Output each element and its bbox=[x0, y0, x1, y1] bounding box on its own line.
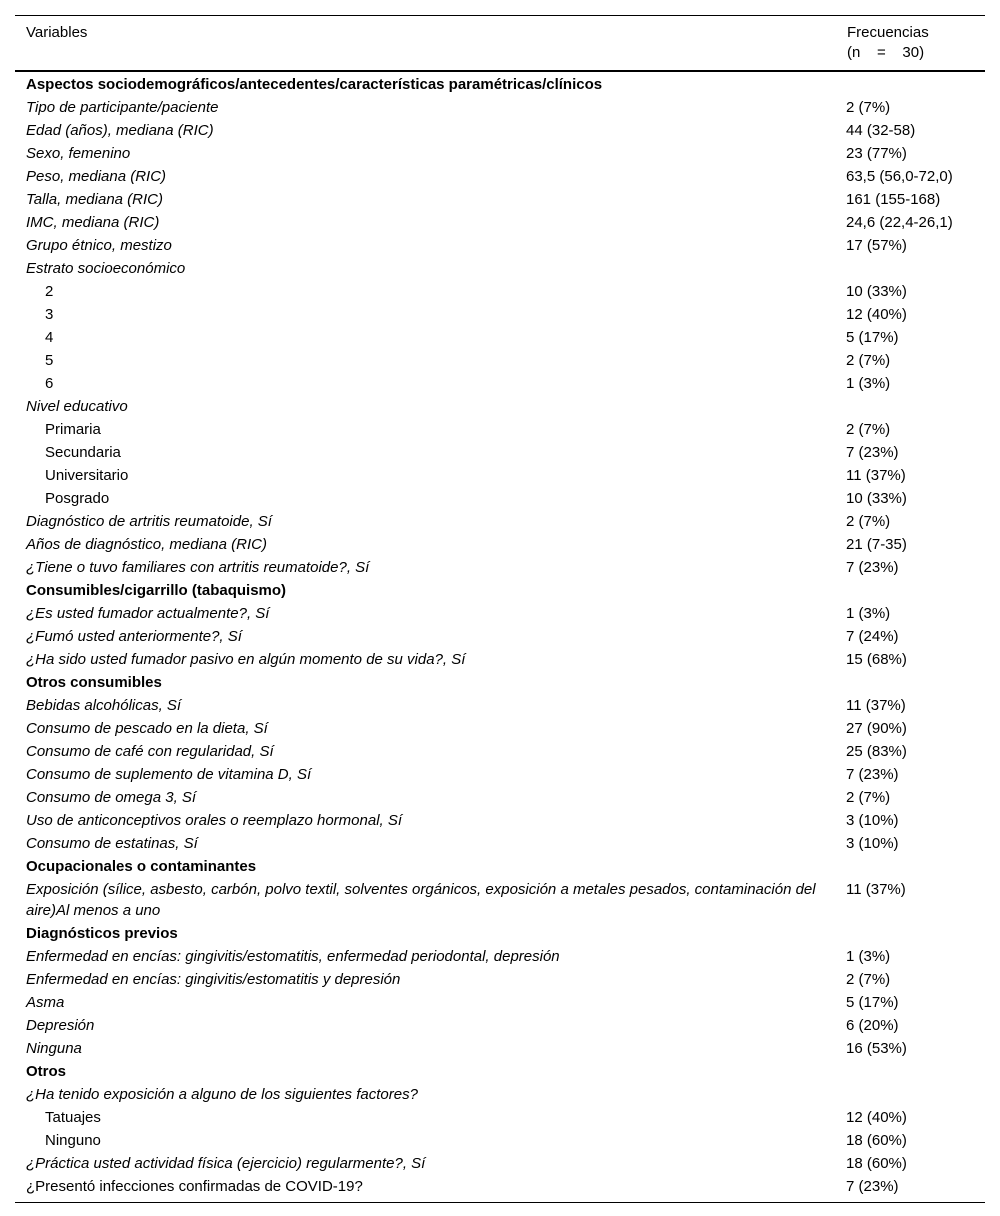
table-body bbox=[15, 71, 985, 1203]
variable-label: Ninguno bbox=[45, 1132, 101, 1149]
header-row bbox=[15, 16, 985, 72]
variable-label: 2 bbox=[45, 283, 54, 300]
variable-label: Consumo de omega 3, Sí bbox=[26, 789, 197, 806]
table-row bbox=[15, 510, 985, 533]
frequency-value: 2 (7%) bbox=[846, 421, 891, 438]
section-header-row bbox=[15, 922, 985, 945]
frequency-value: 3 (10%) bbox=[846, 835, 899, 852]
section-title: Otros bbox=[26, 1063, 67, 1080]
frequency-value: 2 (7%) bbox=[846, 513, 891, 530]
frequency-value: 23 (77%) bbox=[846, 145, 907, 162]
frequency-value bbox=[836, 1060, 985, 1083]
variable-label: ¿Presentó infecciones confirmadas de COVID-19? bbox=[15, 1175, 836, 1203]
table-subrow bbox=[15, 1106, 985, 1129]
section-header-row bbox=[15, 1060, 985, 1083]
variable-label: Exposición (sílice, asbesto, carbón, polvo textil, solventes orgánicos, exposición a metales pesados, contaminación del aire)Al menos a uno bbox=[26, 881, 816, 919]
variable-label: Ninguna bbox=[26, 1040, 82, 1057]
frequency-value: 10 (33%) bbox=[846, 283, 907, 300]
variable-label: Peso, mediana (RIC) bbox=[26, 168, 167, 185]
frequency-value: 18 (60%) bbox=[846, 1132, 907, 1149]
frequency-value: 24,6 (22,4-26,1) bbox=[846, 214, 953, 231]
section-title: Consumibles/cigarrillo (tabaquismo) bbox=[26, 582, 287, 599]
frequency-value bbox=[836, 395, 985, 418]
variable-label: Universitario bbox=[45, 467, 129, 484]
variable-label: ¿Tiene o tuvo familiares con artritis reumatoide?, Sí bbox=[26, 559, 370, 576]
frequency-value: 12 (40%) bbox=[846, 306, 907, 323]
table-row bbox=[15, 1037, 985, 1060]
frequency-value: 63,5 (56,0-72,0) bbox=[846, 168, 953, 185]
frequency-value: 2 (7%) bbox=[846, 352, 891, 369]
frequency-table-container bbox=[15, 15, 985, 1203]
frequency-value: 5 (17%) bbox=[846, 329, 899, 346]
frequency-value: 11 (37%) bbox=[846, 697, 906, 714]
table-row bbox=[15, 968, 985, 991]
frequency-value: 1 (3%) bbox=[846, 605, 891, 622]
variable-label: Secundaria bbox=[45, 444, 121, 461]
section-header-row bbox=[15, 855, 985, 878]
table-subrow bbox=[15, 372, 985, 395]
frequency-table bbox=[15, 15, 985, 1203]
variable-label: 4 bbox=[45, 329, 54, 346]
table-subrow bbox=[15, 418, 985, 441]
table-row bbox=[15, 832, 985, 855]
variable-label: Posgrado bbox=[45, 490, 110, 507]
table-row bbox=[15, 1175, 985, 1203]
table-row bbox=[15, 188, 985, 211]
frequency-value: 7 (24%) bbox=[846, 628, 899, 645]
table-header bbox=[15, 16, 985, 72]
frequency-value: 7 (23%) bbox=[846, 559, 899, 576]
section-title: Otros consumibles bbox=[26, 674, 162, 691]
table-row bbox=[15, 1152, 985, 1175]
section-title: Diagnósticos previos bbox=[26, 925, 178, 942]
variable-label: Consumo de suplemento de vitamina D, Sí bbox=[26, 766, 312, 783]
frequency-value: 7 (23%) bbox=[846, 444, 899, 461]
frequency-value: 7 (23%) bbox=[846, 766, 899, 783]
table-row bbox=[15, 165, 985, 188]
variable-label: Bebidas alcohólicas, Sí bbox=[26, 697, 182, 714]
table-row bbox=[15, 1014, 985, 1037]
section-header-row bbox=[15, 579, 985, 602]
variable-label: Talla, mediana (RIC) bbox=[26, 191, 163, 208]
frequency-value: 11 (37%) bbox=[846, 467, 906, 484]
table-row bbox=[15, 991, 985, 1014]
variable-label: ¿Práctica usted actividad física (ejercicio) regularmente?, Sí bbox=[26, 1155, 426, 1172]
frequency-value bbox=[836, 1083, 985, 1106]
frequency-value: 7 (23%) bbox=[836, 1175, 985, 1203]
frequency-value: 44 (32-58) bbox=[846, 122, 916, 139]
frequency-value bbox=[836, 671, 985, 694]
header-sample-size: (n = 30) bbox=[847, 44, 925, 61]
variable-label: Diagnóstico de artritis reumatoide, Sí bbox=[26, 513, 272, 530]
frequency-value: 5 (17%) bbox=[846, 994, 899, 1011]
frequency-value: 10 (33%) bbox=[846, 490, 907, 507]
section-title: Ocupacionales o contaminantes bbox=[26, 858, 257, 875]
variable-label: ¿Es usted fumador actualmente?, Sí bbox=[26, 605, 270, 622]
table-row bbox=[15, 945, 985, 968]
variable-label: ¿Ha sido usted fumador pasivo en algún momento de su vida?, Sí bbox=[26, 651, 466, 668]
variable-label: Consumo de estatinas, Sí bbox=[26, 835, 198, 852]
frequency-value: 2 (7%) bbox=[846, 971, 891, 988]
frequency-value: 161 (155-168) bbox=[846, 191, 941, 208]
section-header-row bbox=[15, 671, 985, 694]
section-title: Aspectos sociodemográficos/antecedentes/características paramétricas/clínicos bbox=[26, 76, 603, 93]
variable-label: Tatuajes bbox=[45, 1109, 101, 1126]
frequency-value bbox=[836, 71, 985, 96]
frequency-value bbox=[836, 257, 985, 280]
table-row bbox=[15, 648, 985, 671]
table-row bbox=[15, 786, 985, 809]
variable-label: Depresión bbox=[26, 1017, 95, 1034]
table-row bbox=[15, 740, 985, 763]
table-row bbox=[15, 533, 985, 556]
frequency-value: 15 (68%) bbox=[846, 651, 907, 668]
variable-label: Primaria bbox=[45, 421, 101, 438]
frequency-value: 2 (7%) bbox=[846, 99, 891, 116]
table-subrow bbox=[15, 1129, 985, 1152]
table-row bbox=[15, 142, 985, 165]
table-row bbox=[15, 602, 985, 625]
table-row bbox=[15, 694, 985, 717]
frequency-value bbox=[836, 579, 985, 602]
frequency-value: 6 (20%) bbox=[846, 1017, 899, 1034]
frequency-value: 16 (53%) bbox=[846, 1040, 907, 1057]
variable-label: ¿Ha tenido exposición a alguno de los siguientes factores? bbox=[26, 1086, 418, 1103]
table-subrow bbox=[15, 464, 985, 487]
section-header-row bbox=[15, 71, 985, 96]
variable-label: Enfermedad en encías: gingivitis/estomatitis, enfermedad periodontal, depresión bbox=[26, 948, 560, 965]
table-row bbox=[15, 763, 985, 786]
variable-label: Uso de anticonceptivos orales o reemplazo hormonal, Sí bbox=[26, 812, 403, 829]
variable-label: Asma bbox=[26, 994, 65, 1011]
table-row bbox=[15, 211, 985, 234]
table-subrow bbox=[15, 441, 985, 464]
variable-label: Tipo de participante/paciente bbox=[26, 99, 219, 116]
frequency-value: 18 (60%) bbox=[846, 1155, 907, 1172]
table-subrow bbox=[15, 487, 985, 510]
variable-label: Edad (años), mediana (RIC) bbox=[26, 122, 214, 139]
table-subrow bbox=[15, 303, 985, 326]
variable-label: Años de diagnóstico, mediana (RIC) bbox=[26, 536, 267, 553]
frequency-value bbox=[836, 855, 985, 878]
table-row bbox=[15, 625, 985, 648]
table-row bbox=[15, 119, 985, 142]
frequency-value: 11 (37%) bbox=[846, 881, 906, 898]
table-row bbox=[15, 878, 985, 922]
header-frequencies-label: Frecuencias bbox=[847, 24, 929, 41]
table-row bbox=[15, 809, 985, 832]
variable-label: Enfermedad en encías: gingivitis/estomatitis y depresión bbox=[26, 971, 401, 988]
table-subrow bbox=[15, 280, 985, 303]
variable-label: Nivel educativo bbox=[26, 398, 128, 415]
frequency-value: 17 (57%) bbox=[846, 237, 907, 254]
table-subrow bbox=[15, 349, 985, 372]
table-row bbox=[15, 395, 985, 418]
variable-label: Sexo, femenino bbox=[26, 145, 131, 162]
table-subrow bbox=[15, 326, 985, 349]
table-row bbox=[15, 234, 985, 257]
frequency-value: 3 (10%) bbox=[846, 812, 899, 829]
frequency-value bbox=[836, 922, 985, 945]
frequency-value: 1 (3%) bbox=[846, 375, 891, 392]
frequency-value: 2 (7%) bbox=[846, 789, 891, 806]
header-frequencies bbox=[836, 16, 985, 72]
table-row bbox=[15, 556, 985, 579]
variable-label: Estrato socioeconómico bbox=[26, 260, 186, 277]
table-row bbox=[15, 96, 985, 119]
frequency-value: 25 (83%) bbox=[846, 743, 907, 760]
variable-label: Grupo étnico, mestizo bbox=[26, 237, 172, 254]
frequency-value: 12 (40%) bbox=[846, 1109, 907, 1126]
variable-label: Consumo de pescado en la dieta, Sí bbox=[26, 720, 268, 737]
table-row bbox=[15, 1083, 985, 1106]
frequency-value: 27 (90%) bbox=[846, 720, 907, 737]
variable-label: 6 bbox=[45, 375, 54, 392]
variable-label: IMC, mediana (RIC) bbox=[26, 214, 160, 231]
header-variables: Variables bbox=[15, 16, 836, 72]
variable-label: Consumo de café con regularidad, Sí bbox=[26, 743, 274, 760]
frequency-value: 1 (3%) bbox=[846, 948, 891, 965]
variable-label: ¿Fumó usted anteriormente?, Sí bbox=[26, 628, 242, 645]
variable-label: 5 bbox=[45, 352, 54, 369]
table-row bbox=[15, 717, 985, 740]
frequency-value: 21 (7-35) bbox=[846, 536, 907, 553]
variable-label: 3 bbox=[45, 306, 54, 323]
table-row bbox=[15, 257, 985, 280]
